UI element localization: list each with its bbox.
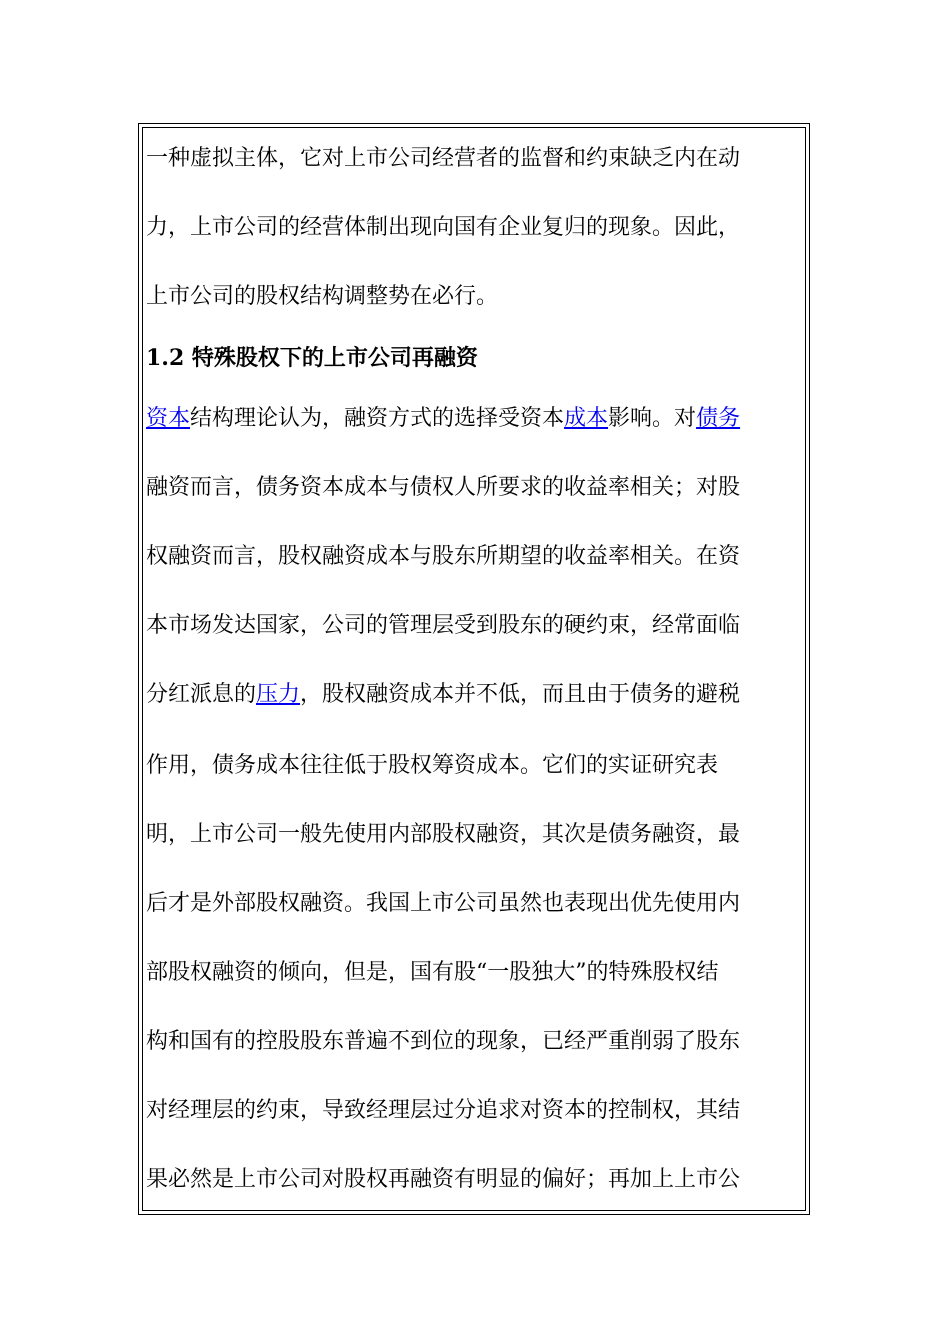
text-span: 分红派息的: [146, 682, 257, 707]
link-capital[interactable]: 资本: [146, 406, 191, 431]
text-span: 结构理论认为，融资方式的选择受资本: [190, 406, 565, 431]
text-span: 影响。对: [608, 406, 697, 431]
text-span: ，股权融资成本并不低，而且由于债务的避税: [300, 682, 741, 707]
link-cost[interactable]: 成本: [564, 406, 609, 431]
text-line: 明，上市公司一般先使用内部股权融资，其次是债务融资，最: [146, 822, 741, 847]
link-pressure[interactable]: 压力: [256, 682, 301, 707]
text-line: 后才是外部股权融资。我国上市公司虽然也表现出优先使用内: [146, 891, 741, 916]
text-line: 本市场发达国家，公司的管理层受到股东的硬约束，经常面临: [146, 613, 741, 638]
text-line: [146, 401, 806, 437]
section-heading: 1.2 特殊股权下的上市公司再融资: [146, 345, 478, 371]
link-debt[interactable]: 债务: [696, 406, 741, 431]
text-line: 融资而言，债务资本成本与债权人所要求的收益率相关；对股: [146, 475, 741, 500]
text-line: 部股权融资的倾向，但是，国有股“一股独大”的特殊股权结: [146, 960, 719, 985]
text-line: 力，上市公司的经营体制出现向国有企业复归的现象。因此，: [146, 215, 741, 240]
text-line: 一种虚拟主体，它对上市公司经营者的监督和约束缺乏内在动: [146, 146, 741, 171]
text-line: 作用，债务成本往往低于股权筹资成本。它们的实证研究表: [146, 753, 719, 778]
text-line: 上市公司的股权结构调整势在必行。: [146, 284, 499, 309]
text-line: 对经理层的约束，导致经理层过分追求对资本的控制权，其结: [146, 1098, 741, 1123]
text-line: 果必然是上市公司对股权再融资有明显的偏好；再加上上市公: [146, 1167, 741, 1192]
text-line: 权融资而言，股权融资成本与股东所期望的收益率相关。在资: [146, 544, 741, 569]
text-line: 构和国有的控股股东普遍不到位的现象，已经严重削弱了股东: [146, 1029, 741, 1054]
text-line: [146, 677, 806, 713]
